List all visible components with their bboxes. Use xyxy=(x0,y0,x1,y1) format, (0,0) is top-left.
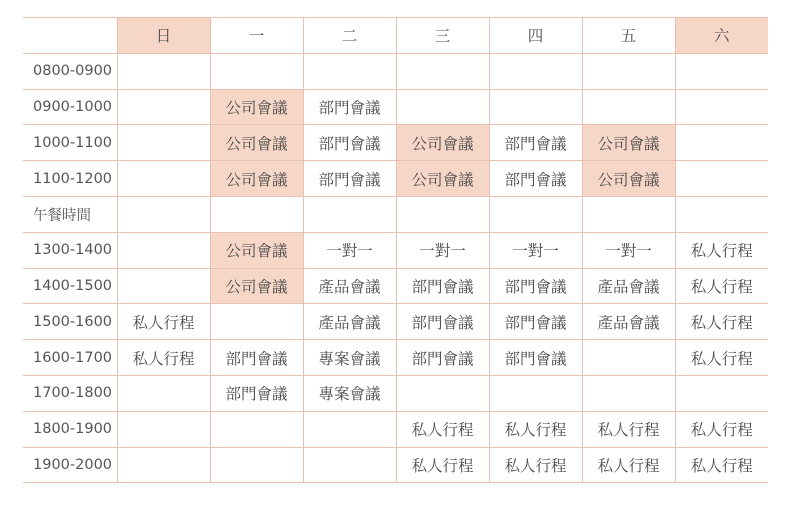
schedule-cell: 私人行程 xyxy=(396,447,489,483)
day-header-tue: 二 xyxy=(303,18,396,54)
schedule-cell xyxy=(582,375,675,411)
schedule-cell: 公司會議 xyxy=(210,161,303,197)
schedule-cell: 私人行程 xyxy=(489,447,582,483)
schedule-cell: 一對一 xyxy=(303,232,396,268)
schedule-cell xyxy=(303,196,396,232)
schedule-cell: 一對一 xyxy=(396,232,489,268)
schedule-cell: 公司會議 xyxy=(582,125,675,161)
table-row xyxy=(23,268,768,304)
schedule-cell xyxy=(675,125,768,161)
schedule-cell xyxy=(117,375,210,411)
schedule-cell xyxy=(489,53,582,89)
schedule-cell: 公司會議 xyxy=(210,268,303,304)
schedule-cell: 公司會議 xyxy=(210,89,303,125)
schedule-cell xyxy=(303,53,396,89)
schedule-table xyxy=(23,17,768,483)
schedule-cell: 私人行程 xyxy=(117,304,210,340)
schedule-cell: 部門會議 xyxy=(489,161,582,197)
schedule-cell xyxy=(117,125,210,161)
schedule-cell xyxy=(117,53,210,89)
schedule-cell: 私人行程 xyxy=(117,340,210,376)
schedule-cell: 產品會議 xyxy=(582,304,675,340)
schedule-cell: 專案會議 xyxy=(303,375,396,411)
corner-cell xyxy=(23,18,117,54)
schedule-cell: 私人行程 xyxy=(582,447,675,483)
day-header-mon: 一 xyxy=(210,18,303,54)
schedule-cell xyxy=(675,196,768,232)
day-header-sun: 日 xyxy=(117,18,210,54)
schedule-cell xyxy=(489,375,582,411)
schedule-cell: 私人行程 xyxy=(675,232,768,268)
schedule-cell xyxy=(675,53,768,89)
schedule-body xyxy=(23,18,768,483)
schedule-cell xyxy=(396,196,489,232)
schedule-cell xyxy=(582,89,675,125)
time-slot-label: 1600-1700 xyxy=(23,340,117,376)
schedule-cell: 私人行程 xyxy=(675,304,768,340)
schedule-cell xyxy=(117,161,210,197)
schedule-cell xyxy=(675,89,768,125)
schedule-cell xyxy=(303,411,396,447)
schedule-cell: 部門會議 xyxy=(303,161,396,197)
schedule-cell: 產品會議 xyxy=(303,304,396,340)
schedule-cell: 一對一 xyxy=(489,232,582,268)
schedule-cell: 部門會議 xyxy=(489,125,582,161)
table-row xyxy=(23,304,768,340)
schedule-cell: 公司會議 xyxy=(210,232,303,268)
schedule-cell: 部門會議 xyxy=(396,268,489,304)
table-row xyxy=(23,411,768,447)
day-header-thu: 四 xyxy=(489,18,582,54)
schedule-cell xyxy=(582,340,675,376)
schedule-cell: 公司會議 xyxy=(582,161,675,197)
time-slot-label: 1800-1900 xyxy=(23,411,117,447)
schedule-cell: 私人行程 xyxy=(675,340,768,376)
table-row xyxy=(23,232,768,268)
schedule-cell xyxy=(210,196,303,232)
schedule-cell: 部門會議 xyxy=(210,375,303,411)
table-row xyxy=(23,447,768,483)
schedule-cell: 部門會議 xyxy=(489,340,582,376)
schedule-cell: 產品會議 xyxy=(582,268,675,304)
table-row xyxy=(23,161,768,197)
schedule-cell: 部門會議 xyxy=(303,125,396,161)
schedule-cell: 部門會議 xyxy=(489,304,582,340)
schedule-cell xyxy=(396,89,489,125)
schedule-cell xyxy=(117,232,210,268)
schedule-cell xyxy=(675,375,768,411)
schedule-cell xyxy=(210,447,303,483)
time-slot-label: 1400-1500 xyxy=(23,268,117,304)
schedule-cell: 部門會議 xyxy=(303,89,396,125)
schedule-cell xyxy=(117,268,210,304)
schedule-cell: 公司會議 xyxy=(396,125,489,161)
time-slot-label: 1500-1600 xyxy=(23,304,117,340)
day-header-wed: 三 xyxy=(396,18,489,54)
schedule-cell: 私人行程 xyxy=(582,411,675,447)
schedule-cell xyxy=(675,161,768,197)
schedule-cell xyxy=(489,89,582,125)
table-row xyxy=(23,125,768,161)
time-slot-label: 1100-1200 xyxy=(23,161,117,197)
schedule-cell xyxy=(117,89,210,125)
schedule-cell xyxy=(303,447,396,483)
time-slot-label: 1700-1800 xyxy=(23,375,117,411)
day-header-fri: 五 xyxy=(582,18,675,54)
schedule-cell xyxy=(210,411,303,447)
schedule-cell xyxy=(210,53,303,89)
schedule-cell: 私人行程 xyxy=(675,411,768,447)
table-row xyxy=(23,375,768,411)
schedule-cell: 部門會議 xyxy=(396,340,489,376)
schedule-cell xyxy=(210,304,303,340)
schedule-cell: 私人行程 xyxy=(489,411,582,447)
schedule-cell xyxy=(117,447,210,483)
day-header-sat: 六 xyxy=(675,18,768,54)
schedule-cell xyxy=(582,53,675,89)
schedule-cell: 公司會議 xyxy=(210,125,303,161)
schedule-cell: 公司會議 xyxy=(396,161,489,197)
schedule-cell: 私人行程 xyxy=(675,268,768,304)
table-row xyxy=(23,340,768,376)
time-slot-label: 午餐時間 xyxy=(23,196,117,232)
schedule-cell xyxy=(396,375,489,411)
schedule-cell xyxy=(396,53,489,89)
header-row xyxy=(23,18,768,54)
time-slot-label: 1000-1100 xyxy=(23,125,117,161)
time-slot-label: 1300-1400 xyxy=(23,232,117,268)
schedule-cell: 私人行程 xyxy=(396,411,489,447)
schedule-cell xyxy=(117,196,210,232)
schedule-cell xyxy=(582,196,675,232)
schedule-cell: 部門會議 xyxy=(396,304,489,340)
schedule-cell: 一對一 xyxy=(582,232,675,268)
table-row xyxy=(23,196,768,232)
schedule-cell: 部門會議 xyxy=(489,268,582,304)
time-slot-label: 1900-2000 xyxy=(23,447,117,483)
table-row xyxy=(23,89,768,125)
schedule-cell: 私人行程 xyxy=(675,447,768,483)
time-slot-label: 0900-1000 xyxy=(23,89,117,125)
schedule-cell xyxy=(489,196,582,232)
schedule-cell xyxy=(117,411,210,447)
table-row xyxy=(23,53,768,89)
time-slot-label: 0800-0900 xyxy=(23,53,117,89)
schedule-cell: 產品會議 xyxy=(303,268,396,304)
schedule-cell: 部門會議 xyxy=(210,340,303,376)
schedule-cell: 專案會議 xyxy=(303,340,396,376)
